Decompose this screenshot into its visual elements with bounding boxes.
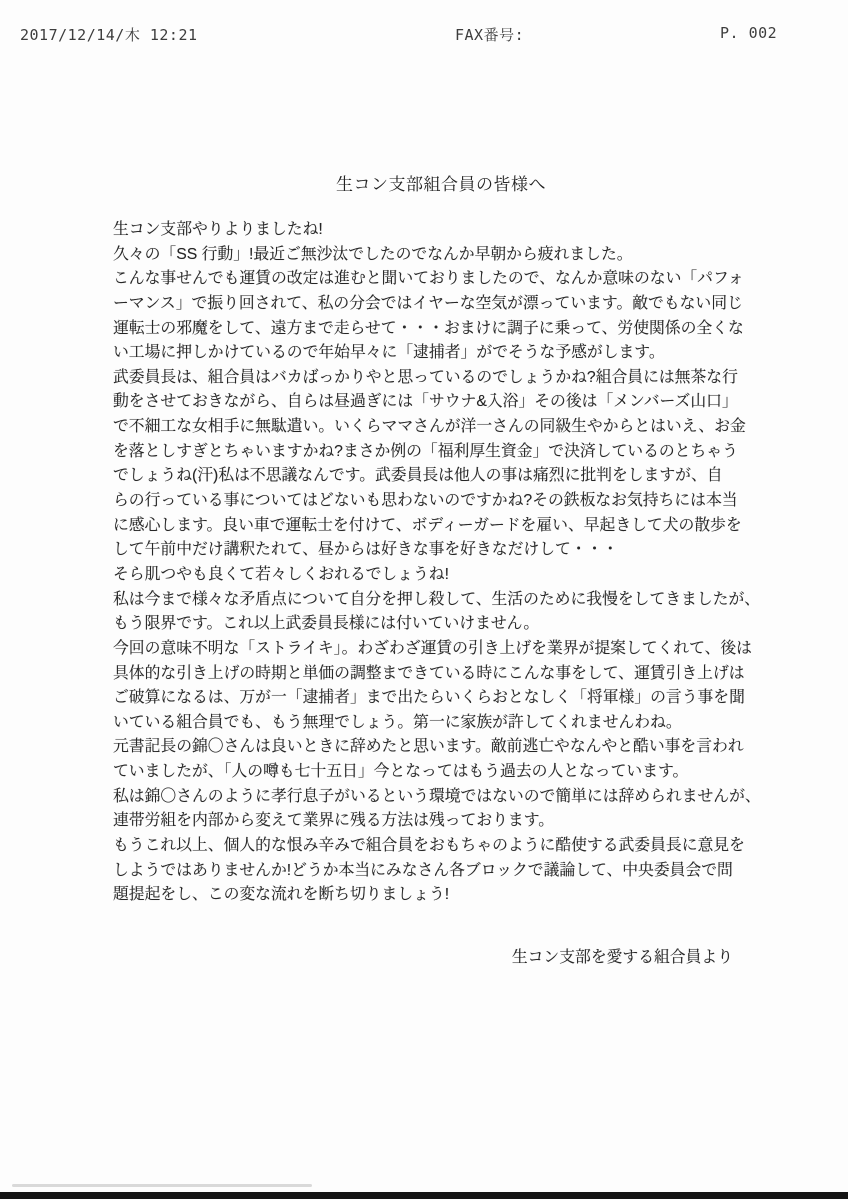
scan-smudge-artifact [12,1184,312,1187]
body-line: らの行っている事についてはどないも思わないのですかね?その鉄板なお気持ちには本当 [113,492,738,510]
body-line: そら肌つやも良くて若々しくおれるでしょうね! [113,565,449,583]
body-line: しようではありませんか!どうか本当にみなさん各ブロックで議論して、中央委員会で問 [113,861,733,879]
letter-body [113,218,761,908]
body-line: 私は錦〇さんのように孝行息子がいるという環境ではないので簡単には辞められませんが、 [113,787,761,805]
body-line: こんな事せんでも運賃の改定は進むと聞いておりましたので、なんか意味のない「パフォ [113,270,744,288]
body-line: 具体的な引き上げの時期と単価の調整まできている時にこんな事をして、運賃引き上げは [113,664,745,682]
letter-signature: 生コン支部を愛する組合員より [511,949,733,966]
body-line: 久々の「SS 行動」!最近ご無沙汰でしたのでなんか早朝から疲れました。 [113,245,633,263]
body-line: 題提起をし、この変な流れを断ち切りましょう! [113,886,450,904]
body-line: で不細工な女相手に無駄遣い。いくらママさんが洋一さんの同級生やからとはいえ、お金 [113,418,746,436]
letter-salutation: 生コン支部組合員の皆様へ [336,175,546,194]
body-line: い工場に押しかけているので年始早々に「逮捕者」がでそうな予感がします。 [113,344,665,362]
body-line: して午前中だけ講釈たれて、昼からは好きな事を好きなだけして・・・ [113,541,619,559]
body-line: 今回の意味不明な「ストライキ」。わざわざ運賃の引き上げを業界が提案してくれて、後は [113,639,752,657]
body-line: 連帯労組を内部から変えて業界に残る方法は残っております。 [113,812,555,830]
body-line: ていましたが、「人の噂も七十五日」今となってはもう過去の人となっています。 [113,763,689,781]
body-line: ご破算になるは、万が一「逮捕者」まで出たらいくらおとなしく「将軍様」の言う事を聞 [113,689,745,707]
fax-header [0,24,848,44]
body-line: 私は今まで様々な矛盾点について自分を押し殺して、生活のために我慢をしてきましたが、 [113,590,761,608]
scan-edge-bar [0,1192,848,1199]
body-line: 元書記長の錦〇さんは良いときに辞めたと思います。敵前逃亡やなんやと酷い事を言われ [113,738,744,756]
fax-number-label: FAX番号: [455,26,525,44]
body-line: 動をさせておきながら、自らは昼過ぎには「サウナ&入浴」その後は「メンバーズ山口」 [113,393,738,411]
body-line: いている組合員でも、もう無理でしょう。第一に家族が許してくれませんわね。 [113,713,682,731]
body-line: ーマンス」で振り回されて、私の分会ではイヤーな空気が漂っています。敵でもない同じ [113,294,743,312]
fax-page-number: P. 002 [720,24,778,42]
body-line: もうこれ以上、個人的な恨み辛みで組合員をおもちゃのように酷使する武委員長に意見を [113,837,745,855]
body-line: に感心します。良い車で運転士を付けて、ボディーガードを雇い、早起きして犬の散歩を [113,516,742,534]
body-line: を落としすぎとちゃいますかね?まさか例の「福利厚生資金」で決済しているのとちゃう [113,442,738,460]
body-line: 生コン支部やりよりましたね! [113,221,323,238]
body-line: でしょうね(汗)私は不思議なんです。武委員長は他人の事は痛烈に批判をしますが、自 [113,467,723,485]
body-line: 運転士の邪魔をして、遠方まで走らせて・・・おまけに調子に乗って、労使関係の全くな [113,319,744,337]
fax-datetime: 2017/12/14/木 12:21 [20,26,198,44]
body-line: もう限界です。これ以上武委員長様には付いていけません。 [113,615,540,633]
body-line: 武委員長は、組合員はバカばっかりやと思っているのでしょうかね?組合員には無茶な行 [113,368,738,386]
